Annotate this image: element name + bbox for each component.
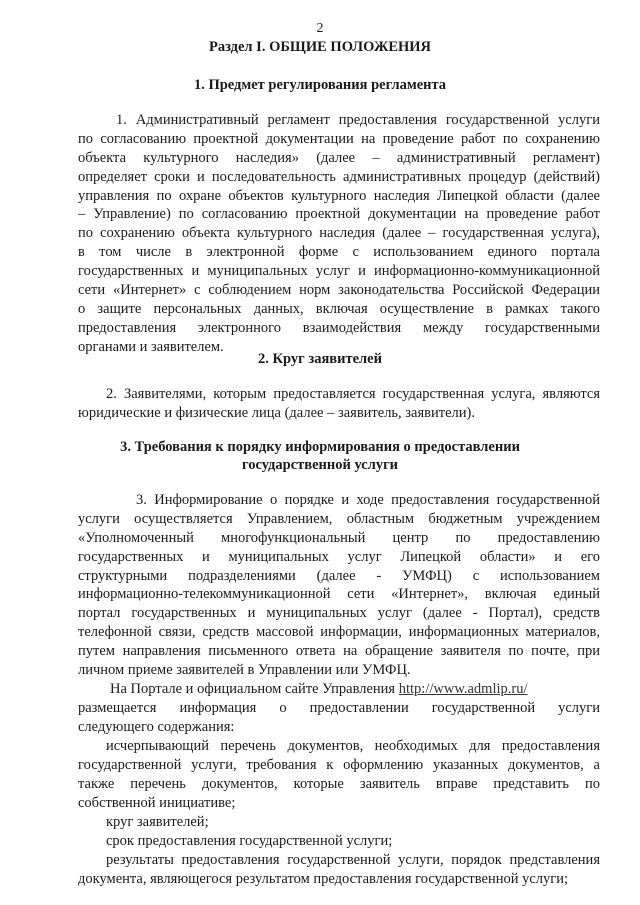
paragraph-applicants xyxy=(78,385,600,423)
paragraph-results xyxy=(78,851,600,889)
text-line: предоставления электронного взаимодействия между государственными xyxy=(78,319,600,336)
portal-text: На Портале и официальном сайте Управления xyxy=(110,681,396,697)
text-line: – Управление) по согласованию проектной документации на проведение работ xyxy=(78,206,600,223)
text-line: портал государственных и муниципальных услуг (далее - Портал), средств xyxy=(78,605,600,622)
text-line: также перечень документов, которые заявитель вправе представить по xyxy=(78,775,600,792)
text-line: путем направления письменного ответа на обращение заявителя по почте, при xyxy=(78,643,600,660)
paragraph-term xyxy=(78,832,600,851)
text-line: услуги осуществляется Управлением, областным бюджетным учреждением xyxy=(78,510,600,527)
text-line: срок предоставления государственной услуги; xyxy=(106,833,393,849)
text-line: государственных и муниципальных услуг Липецкой области» и его xyxy=(78,548,600,565)
text-line: по согласованию проектной документации на проведение работ по сохранению xyxy=(78,130,600,147)
text-line: по сохранению объекта культурного наследия (далее – государственная услуга), xyxy=(78,225,600,242)
heading-applicants: 2. Круг заявителей xyxy=(258,351,382,367)
heading-subject: 1. Предмет регулирования регламента xyxy=(193,77,447,93)
text-line: сети «Интернет» с соблюдением норм законодательства Российской Федерации xyxy=(78,282,600,299)
heading-information-1: 3. Требования к порядку информирования о предоставлении xyxy=(120,439,520,455)
text-line: «Уполномоченный многофункциональный центр по предоставлению xyxy=(78,529,600,546)
paragraph-portal xyxy=(78,680,600,737)
text-line: исчерпывающий перечень документов, необходимых для предоставления xyxy=(106,738,600,754)
paragraph-information xyxy=(78,491,600,680)
text-line xyxy=(78,680,600,699)
text-line: управления по охране объектов культурного наследия Липецкой области (далее xyxy=(78,187,600,204)
text-line: следующего содержания: xyxy=(78,718,235,735)
text-line: о защите персональных данных, включая осуществление в рамках такого xyxy=(78,300,600,317)
text-line: 3. Информирование о порядке и ходе предоставления государственной xyxy=(136,492,600,508)
text-line: государственной услуги, требования к оформлению указанных документов, а xyxy=(78,756,600,773)
paragraph-circle xyxy=(78,813,600,832)
text-line: круг заявителей; xyxy=(106,814,209,830)
text-line: объекта культурного наследия» (далее – административный регламент) xyxy=(78,149,600,166)
text-line: юридические и физические лица (далее – заявитель, заявители). xyxy=(78,404,475,421)
text-line: 1. Административный регламент предоставления государственной услуги xyxy=(116,112,600,128)
section-title: Раздел I. ОБЩИЕ ПОЛОЖЕНИЯ xyxy=(208,39,432,55)
text-line: размещается информация о предоставлении государственной услуги xyxy=(78,699,600,716)
text-line: информационно-телекоммуникационной сети «Интернет», включая единый xyxy=(78,586,600,603)
text-line: результаты предоставления государственной услуги, порядок представления xyxy=(106,852,600,868)
admlip-link[interactable]: http://www.admlip.ru/ xyxy=(398,681,528,697)
text-line: государственных и муниципальных услуг и информационно-коммуникационной xyxy=(78,263,600,280)
text-line: личном приеме заявителей в Управлении или УМФЦ. xyxy=(78,662,411,679)
page-number: 2 xyxy=(316,21,324,36)
heading-information-2: государственной услуги xyxy=(241,457,399,473)
text-line: структурными подразделениями (далее - УМФЦ) с использованием xyxy=(78,567,600,584)
text-line: в том числе в электронной форме с использованием единого портала xyxy=(78,244,600,261)
text-line: телефонной связи, средств массовой информации, информационных материалов, xyxy=(78,624,600,641)
text-line: 2. Заявителями, которым предоставляется государственная услуга, являются xyxy=(106,386,600,402)
paragraph-subject xyxy=(78,111,600,357)
text-line: документа, являющегося результатом предоставления государственной услуги; xyxy=(78,870,569,887)
text-line: органами и заявителем. xyxy=(78,338,224,355)
text-line: собственной инициативе; xyxy=(78,794,236,811)
text-line: определяет сроки и последовательность административных процедур (действий) xyxy=(78,168,600,185)
paragraph-documents xyxy=(78,737,600,813)
